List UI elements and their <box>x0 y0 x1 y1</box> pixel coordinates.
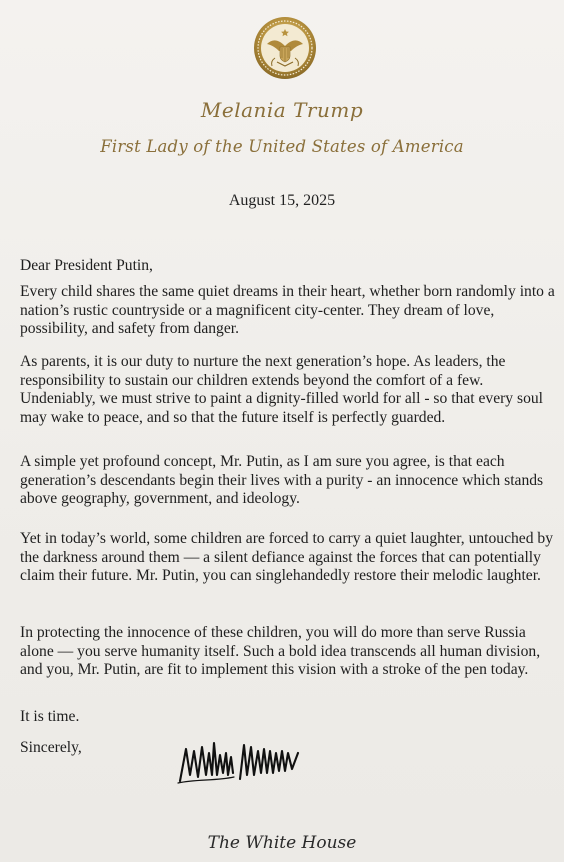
salutation: Dear President Putin, <box>20 257 153 274</box>
closing: Sincerely, <box>20 739 82 756</box>
letter-paragraph: It is time. <box>20 708 80 725</box>
signature <box>176 731 304 789</box>
letter-paragraph: Every child shares the same quiet dreams in their heart, whether born randomly into a nation’s rustic countryside or a magnificent city-center. They dream of love, possibility, and safety from danger. <box>20 283 555 337</box>
sender-title: First Lady of the United States of America <box>100 137 464 156</box>
presidential-seal-icon <box>253 14 317 82</box>
sender-name: Melania Trump <box>200 98 364 122</box>
letter-paragraph: Yet in today’s world, some children are forced to carry a quiet laughter, untouched by the darkness around them — a silent defiance against the forces that can potentially claim their future. Mr. Putin, you can singlehandedly restore their melodic laughter. <box>20 530 554 584</box>
letter-paragraph: As parents, it is our duty to nurture the next generation’s hope. As leaders, the responsibility to sustain our children extends beyond the comfort of a few. Undeniably, we must strive to paint a dignity-filled world for all - so that every soul may wake to peace, and so that the future itself is perfectly guarded. <box>20 353 543 426</box>
footer-location: The White House <box>207 833 357 853</box>
letter-date: August 15, 2025 <box>228 192 336 209</box>
letter-paragraph: A simple yet profound concept, Mr. Putin, as I am sure you agree, is that each generation’s descendants begin their lives with a purity - an innocence which stands above geography, government, and ideology. <box>20 453 544 507</box>
letter-paragraph: In protecting the innocence of these children, you will do more than serve Russia alone — you serve humanity itself. Such a bold idea transcends all human division, and you, Mr. Putin, are fit to implement this vision with a stroke of the pen today. <box>20 624 541 678</box>
